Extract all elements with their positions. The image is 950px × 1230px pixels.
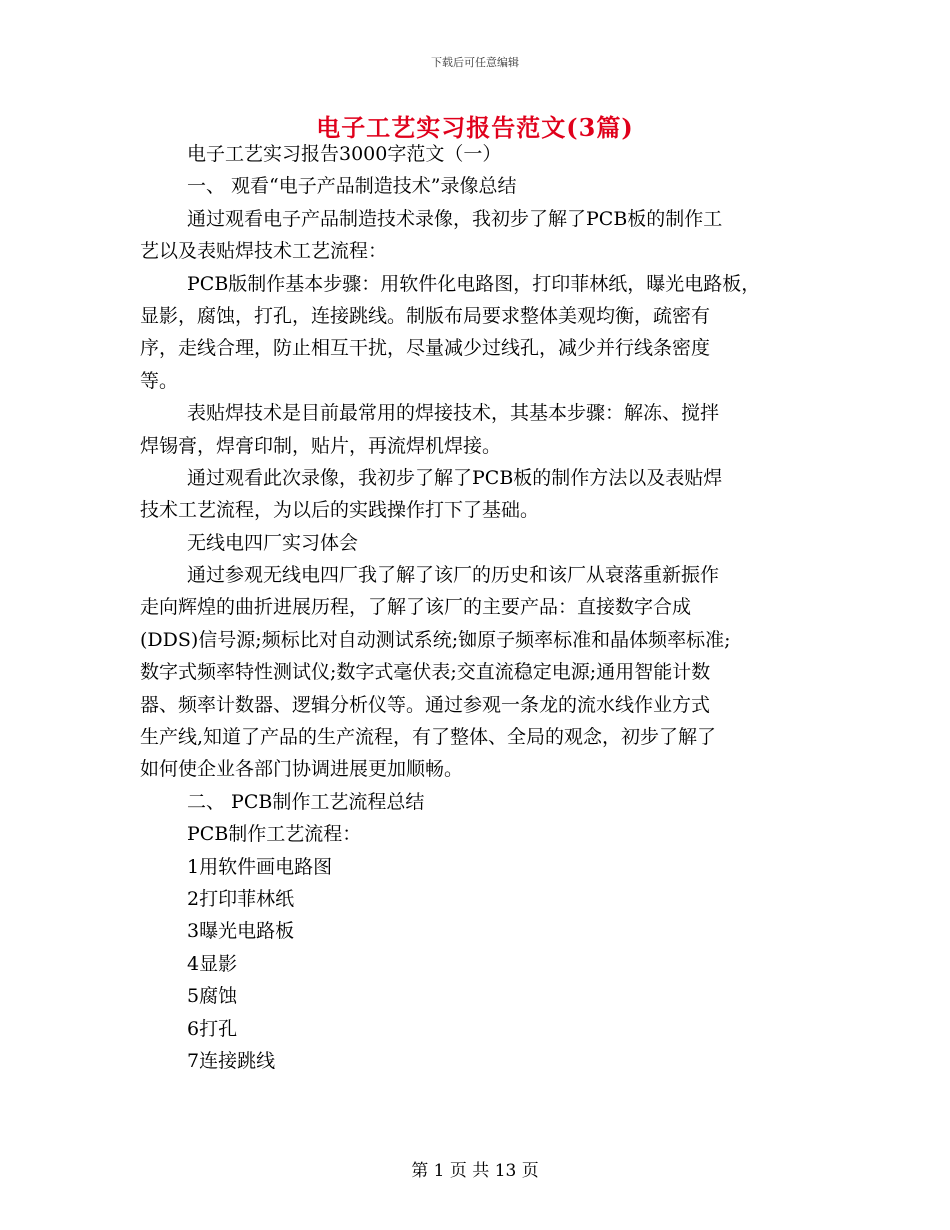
paragraph-line: 显影，腐蚀，打孔，连接跳线。制版布局要求整体美观均衡，疏密有: [140, 304, 711, 327]
paragraph-line: 器、频率计数器、逻辑分析仪等。通过参观一条龙的流水线作业方式: [140, 693, 711, 716]
paragraph-line: 如何使企业各部门协调进展更加顺畅。: [140, 758, 464, 781]
paragraph-line: (DDS)信号源;频标比对自动测试系统;铷原子频率标准和晶体频率标准;: [140, 628, 731, 651]
paragraph-line: 电子工艺实习报告3000字范文（一）: [187, 143, 502, 165]
paragraph-line: 表贴焊技术是目前最常用的焊接技术，其基本步骤：解冻、搅拌: [187, 402, 720, 425]
paragraph-line: PCB制作工艺流程：: [187, 823, 362, 846]
paragraph-line: 4显影: [187, 952, 238, 975]
paragraph-line: 2打印菲林纸: [187, 887, 295, 910]
document-body: [140, 138, 840, 1077]
paragraph-line: 5腐蚀: [187, 985, 238, 1008]
paragraph-line: 生产线,知道了产品的生产流程，有了整体、全局的观念，初步了解了: [140, 726, 717, 749]
paragraph-line: 6打孔: [187, 1017, 238, 1040]
paragraph-line: 一、 观看“电子产品制造技术”录像总结: [187, 175, 517, 198]
paragraph-line: 艺以及表贴焊技术工艺流程：: [140, 240, 388, 263]
paragraph-line: 焊锡膏，焊膏印制，贴片，再流焊机焊接。: [140, 434, 502, 457]
paragraph-line: 走向辉煌的曲折进展历程，了解了该厂的主要产品：直接数字合成: [140, 596, 692, 619]
paragraph-line: 3曝光电路板: [187, 920, 295, 943]
page-number: 第 1 页 共 13 页: [411, 1161, 539, 1181]
header-note: 下载后可任意编辑: [431, 56, 519, 69]
paragraph-line: 二、 PCB制作工艺流程总结: [187, 790, 425, 813]
paragraph-line: 数字式频率特性测试仪;数字式毫伏表;交直流稳定电源;通用智能计数: [140, 661, 711, 684]
document-title: 电子工艺实习报告范文(3篇): [316, 113, 634, 142]
paragraph-line: 1用软件画电路图: [187, 855, 333, 878]
paragraph-line: 通过观看电子产品制造技术录像，我初步了解了PCB板的制作工: [187, 207, 723, 230]
paragraph-line: 序，走线合理，防止相互干扰，尽量减少过线孔，减少并行线条密度: [140, 337, 711, 360]
paragraph-line: 通过观看此次录像，我初步了解了PCB板的制作方法以及表贴焊: [187, 466, 723, 489]
paragraph-line: PCB版制作基本步骤：用软件化电路图，打印菲林纸，曝光电路板，: [187, 272, 761, 295]
paragraph-line: 7连接跳线: [187, 1049, 276, 1072]
paragraph-line: 等。: [140, 369, 179, 392]
paragraph-line: 通过参观无线电四厂我了解了该厂的历史和该厂从衰落重新振作: [187, 564, 720, 587]
paragraph-line: 技术工艺流程，为以后的实践操作打下了基础。: [140, 499, 540, 522]
paragraph-line: 无线电四厂实习体会: [187, 531, 359, 554]
